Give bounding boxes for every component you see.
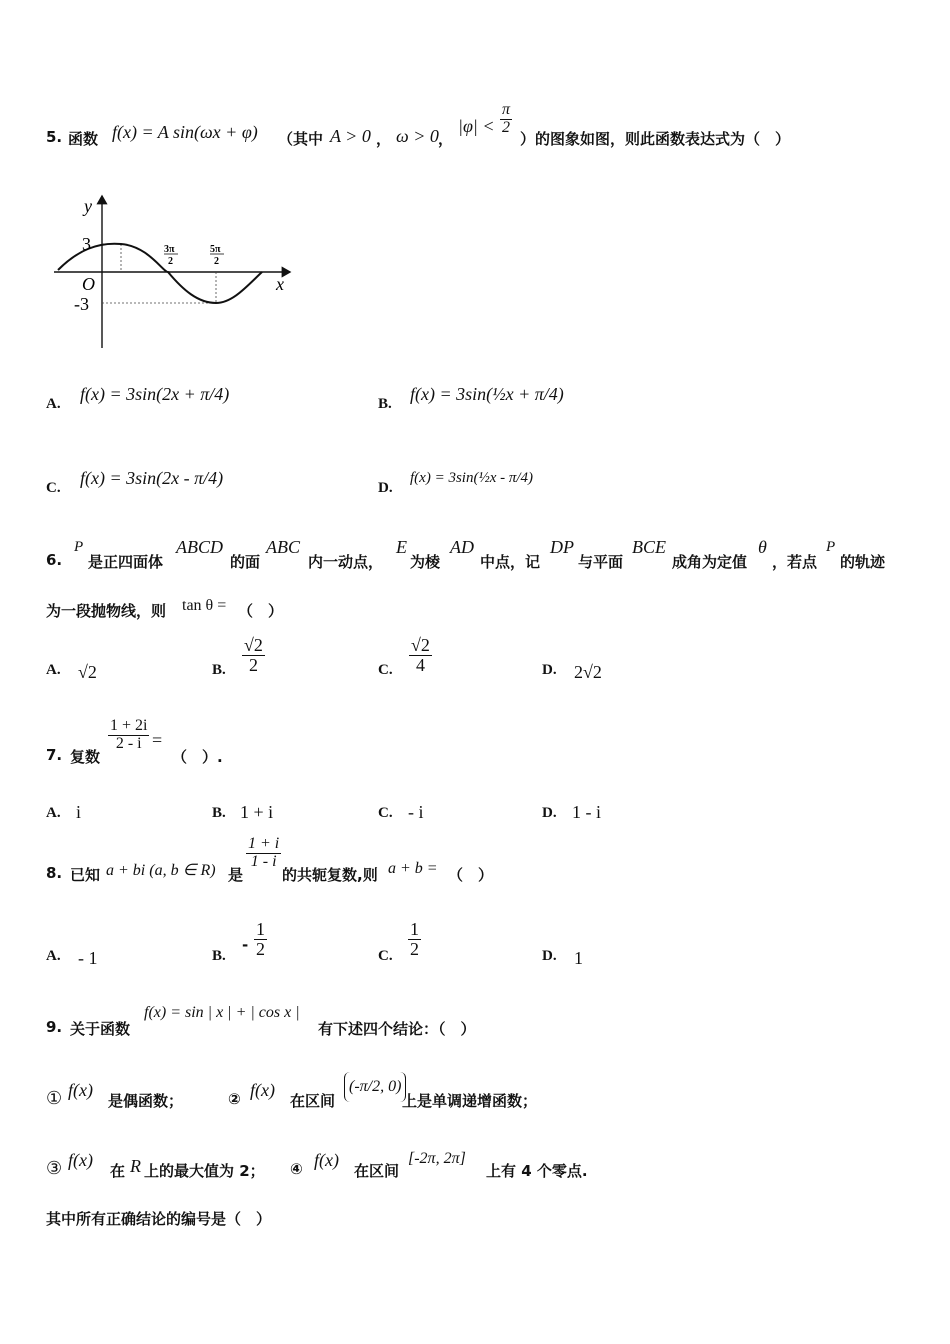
q8-option-d-label: D. [542,948,557,964]
q6-abcd: ABCD [176,537,223,557]
q5-option-d: f(x) = 3sin(½x - π/4) [410,470,534,486]
q9-c3-f: f(x) [68,1150,93,1170]
q8-option-a-label: A. [46,948,61,964]
q9-c2-f: f(x) [250,1080,275,1100]
question-5 [46,101,906,150]
q9-c1-text: 是偶函数； [108,1092,184,1110]
q8-fraction [246,836,281,871]
q8-numerator: 1 + i [248,835,280,852]
q7-word: 复数 [70,748,101,766]
q9-c4-f: f(x) [314,1150,339,1170]
q8-word: 已知 [70,866,101,884]
y-tick-3: 3 [82,234,91,254]
q9-c4-text2: 上有 4 个零点. [486,1162,588,1180]
x-tick-5pi-num: 5π [210,244,221,255]
q6-option-c-num: √2 [411,635,430,655]
q7-option-c: - i [408,802,424,822]
q6-option-c-label: C. [378,662,393,678]
q6-t8: ，若点 [772,553,818,571]
q8-is: 是 [228,866,244,884]
q7-option-b: 1 + i [240,802,274,822]
q5-two: 2 [502,118,510,136]
q6-number: 6. [46,551,63,569]
q9-c3-text1: 在 [110,1162,126,1180]
q9-c1-mark: ① [46,1088,63,1108]
q8-number: 8. [46,864,63,882]
q5-comma-1: ， [376,130,392,148]
y-tick-neg3: -3 [74,294,89,314]
q6-option-b-den: 2 [248,654,258,675]
q5-number: 5. [46,128,63,146]
q8-option-c-den: 2 [410,938,419,959]
x-tick-3pi-num: 3π [164,244,175,255]
q6-t3: 内一动点， [308,553,384,571]
q8-option-a: - 1 [78,948,98,968]
q6-option-b-num: √2 [244,635,263,655]
q7-option-b-label: B. [212,805,226,821]
q6-ad: AD [450,537,474,557]
q6-option-b-label: B. [212,662,226,678]
q6-option-d-label: D. [542,662,557,678]
q8-paren: （ ） [448,866,494,884]
q6-abc: ABC [266,537,300,557]
q9-word: 关于函数 [70,1020,131,1038]
q7-numerator: 1 + 2i [110,717,148,734]
q5-comma-2: ， [438,130,454,148]
q9-c4-mark: ④ [290,1160,303,1178]
q7-option-d: 1 - i [572,802,601,822]
q9-c3-text2: 上的最大值为 2； [144,1162,265,1180]
q6-t4: 为棱 [410,553,441,571]
q7-tail: （ ）. [172,748,223,766]
q6-p2: P [826,539,836,555]
q5-option-d-label: D. [378,480,393,496]
q5-pi: π [502,101,511,118]
q8-option-b-label: B. [212,948,226,964]
q9-tail: 有下述四个结论：（ ） [318,1020,476,1038]
q9-c4-interval: [-2π, 2π] [408,1150,466,1167]
q8-option-c-label: C. [378,948,393,964]
q8-denominator: 1 - i [250,852,277,870]
q6-line2: 为一段抛物线，则 [46,602,167,620]
q9-c1-f: f(x) [68,1080,93,1100]
q9-c4-text1: 在区间 [354,1162,400,1180]
q6-t2: 的面 [230,553,261,571]
q5-option-b-label: B. [378,396,392,412]
q5-option-b: f(x) = 3sin(½x + π/4) [410,384,564,404]
q6-option-d: 2√2 [574,662,602,682]
x-tick-3pi-den: 2 [168,256,173,267]
q6-t9: 的轨迹 [840,553,886,571]
q9-function: f(x) = sin | x | + | cos x | [144,1004,300,1021]
question-6 [46,535,906,575]
x-axis-label: x [276,274,284,294]
q8-option-c [408,920,421,959]
q5-option-c: f(x) = 3sin(2x - π/4) [80,468,224,488]
q9-c2-mark: ② [228,1090,241,1108]
q7-option-c-label: C. [378,805,393,821]
q8-ab: a + b = [388,860,438,877]
q5-cond-phi: |φ| < [458,116,495,136]
q5-sine-graph [48,190,308,355]
q8-option-b [254,920,267,959]
q7-number: 7. [46,746,63,764]
q6-option-a: √2 [78,662,97,682]
q6-bce: BCE [632,537,666,557]
q6-option-b [242,636,265,675]
q6-t6: 与平面 [578,553,624,571]
q9-c3-mark: ③ [46,1158,63,1178]
q5-lead: 函数 [68,130,99,148]
q9-c2-interval: (-π/2, 0) [344,1072,406,1102]
q6-e: E [396,537,407,557]
q9-c3-r: R [130,1156,141,1176]
q5-option-a-label: A. [46,396,61,412]
q9-number: 9. [46,1018,63,1036]
q6-tan: tan θ = [182,597,227,614]
q8-option-b-sign: - [242,936,249,954]
q8-option-b-num: 1 [256,919,265,939]
q9-question: 其中所有正确结论的编号是（ ） [46,1210,272,1228]
q8-expr: a + bi (a, b ∈ R) [106,862,216,879]
q6-dp: DP [550,537,574,557]
q7-option-a: i [76,802,82,822]
q9-c2-text1: 在区间 [290,1092,336,1110]
q6-t7: 成角为定值 [672,553,748,571]
q5-cond-a: A > 0 [330,126,371,146]
q8-option-c-num: 1 [410,919,419,939]
q6-t5: 中点，记 [480,553,541,571]
q5-cond-open: （其中 [278,130,324,148]
q6-option-a-label: A. [46,662,61,678]
q6-t1: 是正四面体 [88,553,164,571]
q7-option-a-label: A. [46,805,61,821]
q6-theta: θ [758,537,767,557]
q6-option-c-den: 4 [415,654,425,675]
q8-option-d: 1 [574,948,583,968]
q5-function: f(x) = A sin(ωx + φ) [112,122,258,142]
q9-c2-text2: 上是单调递增函数； [402,1092,538,1110]
q5-pi-over-2 [500,102,512,137]
q7-equals: = [152,730,163,750]
q6-p: P [74,539,84,555]
q8-tail: 的共轭复数,则 [282,866,378,884]
q7-option-d-label: D. [542,805,557,821]
q6-option-c [409,636,432,675]
origin-label: O [82,274,95,294]
q5-option-a: f(x) = 3sin(2x + π/4) [80,384,230,404]
q5-cond-w: ω > 0 [396,126,439,146]
q6-paren: （ ） [238,602,284,620]
q7-fraction [108,718,149,753]
y-axis-label: y [84,196,92,216]
q5-tail: ）的图象如图，则此函数表达式为（ ） [520,130,791,148]
q7-denominator: 2 - i [115,734,142,752]
q5-option-c-label: C. [46,480,61,496]
q8-option-b-den: 2 [256,938,265,959]
x-tick-5pi-den: 2 [214,256,219,267]
